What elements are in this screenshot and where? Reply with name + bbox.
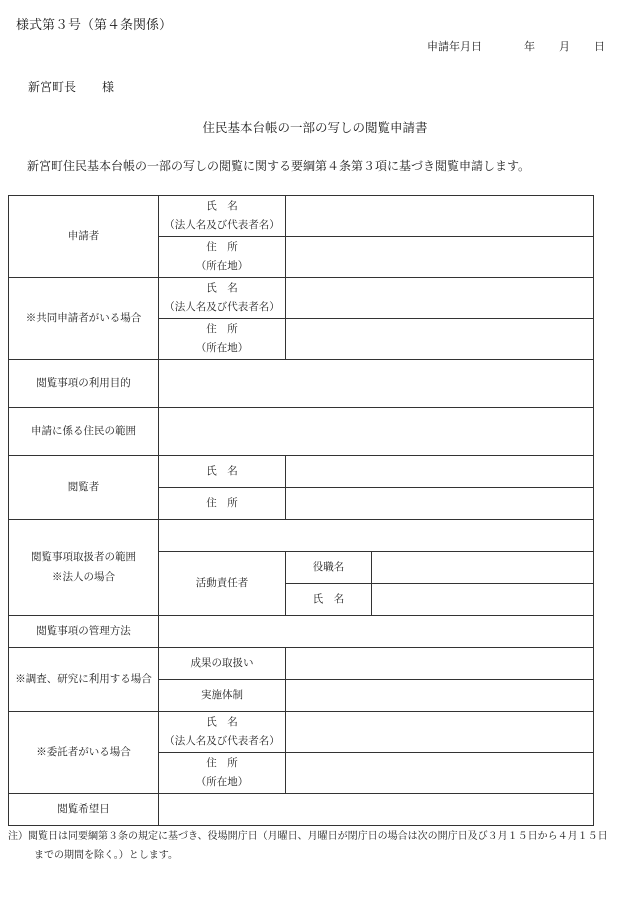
- address-loc-label: （所在地）: [195, 260, 249, 272]
- name-label-cell: [159, 278, 286, 319]
- purpose-field[interactable]: [159, 360, 594, 408]
- activity-manager-label: 活動責任者: [159, 552, 286, 616]
- addressee: [28, 78, 114, 95]
- year-label: 年: [524, 40, 535, 53]
- form-number: 様式第３号（第４条関係）: [16, 18, 173, 33]
- applicant-label: 申請者: [9, 196, 159, 278]
- handler-corp-label: ※法人の場合: [52, 570, 115, 583]
- name-label-cell: [159, 712, 286, 753]
- footnote-line-1: 注）閲覧日は同要綱第３条の規定に基づき、役場開庁日（月曜日、月曜日が閉庁日の場合は次の開庁日及び３月１５日から４月１５日: [8, 831, 608, 842]
- management-method-field[interactable]: [159, 616, 594, 648]
- results-handling-field[interactable]: [286, 648, 594, 680]
- joint-applicant-address-field[interactable]: [286, 319, 594, 360]
- research-label: ※調査、研究に利用する場合: [9, 648, 159, 712]
- desired-date-label: 閲覧希望日: [9, 794, 159, 826]
- joint-applicant-name-field[interactable]: [286, 278, 594, 319]
- implementation-system-field[interactable]: [286, 680, 594, 712]
- addressee-honorific: 様: [102, 80, 115, 94]
- document-title: 住民基本台帳の一部の写しの閲覧申請書: [202, 120, 428, 135]
- table-row: [9, 712, 594, 753]
- name-label: 氏 名: [206, 199, 238, 212]
- viewer-name-label: 氏 名: [159, 456, 286, 488]
- viewer-name-field[interactable]: [286, 456, 594, 488]
- manager-name-field[interactable]: [372, 584, 594, 616]
- month-label: 月: [559, 40, 570, 53]
- implementation-system-label: 実施体制: [159, 680, 286, 712]
- applicant-address-field[interactable]: [286, 237, 594, 278]
- resident-scope-field[interactable]: [159, 408, 594, 456]
- desired-date-field[interactable]: [159, 794, 594, 826]
- viewer-address-field[interactable]: [286, 488, 594, 520]
- table-row: [9, 648, 594, 680]
- table-row: [9, 456, 594, 488]
- address-label: 住 所: [206, 756, 238, 769]
- table-row: [9, 278, 594, 319]
- address-loc-label: （所在地）: [195, 776, 249, 788]
- application-date-label: 申請年月日: [427, 40, 482, 53]
- table-row: [9, 616, 594, 648]
- name-label: 氏 名: [206, 715, 238, 728]
- application-form-table: [8, 195, 594, 826]
- address-label: 住 所: [206, 322, 238, 335]
- addressee-name: 新宮町長: [28, 80, 77, 94]
- table-row: [9, 360, 594, 408]
- footnote-line-2: までの期間を除く。）とします。: [34, 850, 178, 861]
- day-label: 日: [594, 40, 605, 53]
- position-field[interactable]: [372, 552, 594, 584]
- address-label-cell: [159, 237, 286, 278]
- handler-scope-label-cell: [9, 520, 159, 616]
- name-corp-label: （法人名及び代表者名）: [164, 219, 280, 231]
- results-handling-label: 成果の取扱い: [159, 648, 286, 680]
- manager-name-label: 氏 名: [286, 584, 372, 616]
- applicant-name-field[interactable]: [286, 196, 594, 237]
- entrusted-label: ※委託者がいる場合: [9, 712, 159, 794]
- table-row: [9, 794, 594, 826]
- name-corp-label: （法人名及び代表者名）: [164, 301, 280, 313]
- viewer-address-label: 住 所: [159, 488, 286, 520]
- position-label: 役職名: [286, 552, 372, 584]
- management-method-label: 閲覧事項の管理方法: [9, 616, 159, 648]
- name-corp-label: （法人名及び代表者名）: [164, 735, 280, 747]
- address-label-cell: [159, 753, 286, 794]
- address-label: 住 所: [206, 240, 238, 253]
- joint-applicant-label: ※共同申請者がいる場合: [9, 278, 159, 360]
- purpose-label: 閲覧事項の利用目的: [9, 360, 159, 408]
- table-row: [9, 520, 594, 552]
- address-loc-label: （所在地）: [195, 342, 249, 354]
- table-row: [9, 196, 594, 237]
- footnote: [8, 827, 620, 865]
- entrusted-name-field[interactable]: [286, 712, 594, 753]
- name-label: 氏 名: [206, 281, 238, 294]
- handler-scope-field[interactable]: [159, 520, 594, 552]
- resident-scope-label: 申請に係る住民の範囲: [9, 408, 159, 456]
- handler-scope-label: 閲覧事項取扱者の範囲: [31, 551, 136, 564]
- address-label-cell: [159, 319, 286, 360]
- intro-text: 新宮町住民基本台帳の一部の写しの閲覧に関する要綱第４条第３項に基づき閲覧申請します。: [27, 159, 531, 173]
- viewer-label: 閲覧者: [9, 456, 159, 520]
- entrusted-address-field[interactable]: [286, 753, 594, 794]
- name-label-cell: [159, 196, 286, 237]
- table-row: [9, 408, 594, 456]
